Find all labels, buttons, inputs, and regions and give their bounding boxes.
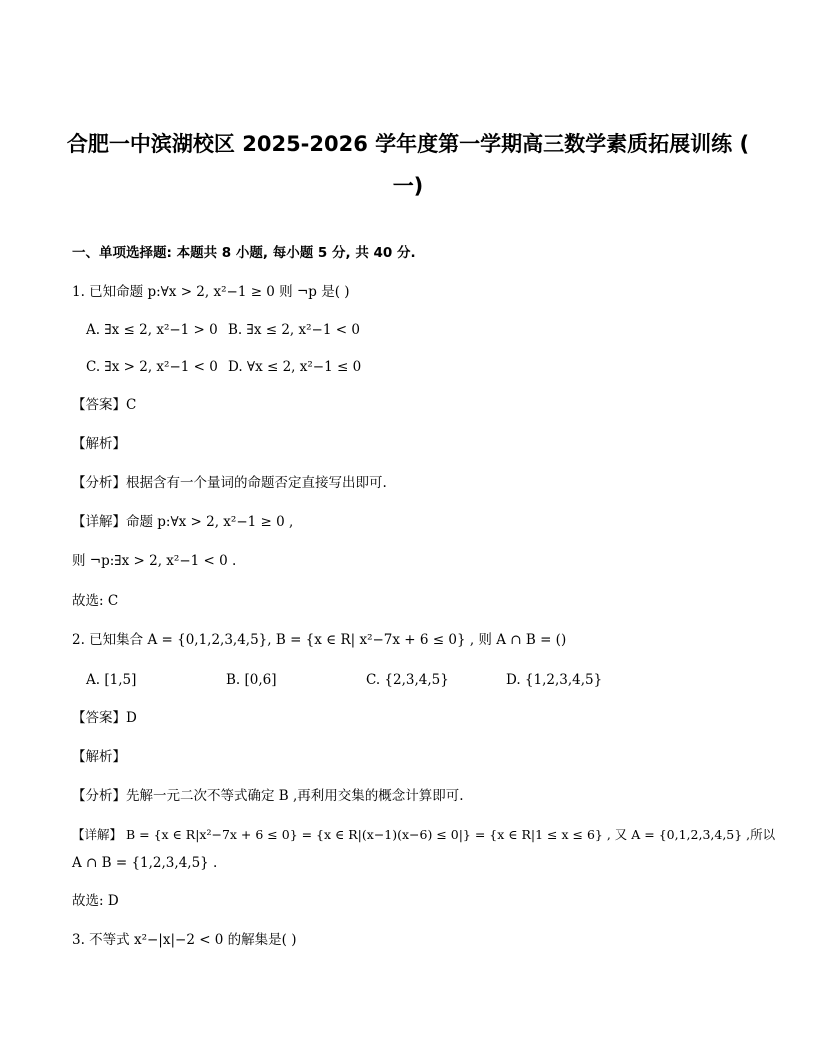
section-heading: 一、单项选择题: 本题共 8 小题, 每小题 5 分, 共 40 分.: [72, 245, 416, 261]
q2-option-d: D. {1,2,3,4,5}: [506, 672, 603, 688]
q1-jiexi: 【解析】: [72, 436, 126, 452]
q2-option-a: A. [1,5]: [86, 672, 137, 688]
q2-option-c: C. {2,3,4,5}: [366, 672, 449, 688]
q1-option-b: B. ∃x ≤ 2, x²−1 < 0: [228, 322, 360, 338]
q2-jiexi: 【解析】: [72, 749, 126, 765]
q2-stem: 2. 已知集合 A = {0,1,2,3,4,5}, B = {x ∈ R| x²−7x + 6 ≤ 0} , 则 A ∩ B = (): [72, 632, 567, 648]
q1-analysis: 【分析】根据含有一个量词的命题否定直接写出即可.: [72, 475, 387, 491]
q1-choose: 故选: C: [72, 593, 119, 609]
doc-title-line2: 一): [392, 174, 424, 198]
q2-detail2: A ∩ B = {1,2,3,4,5} .: [72, 855, 218, 871]
q1-option-d: D. ∀x ≤ 2, x²−1 ≤ 0: [228, 359, 362, 375]
q2-choose: 故选: D: [72, 893, 119, 909]
q1-stem: 1. 已知命题 p:∀x > 2, x²−1 ≥ 0 则 ¬p 是( ): [72, 284, 350, 300]
q2-answer: 【答案】D: [72, 710, 137, 726]
doc-title-line1: 合肥一中滨湖校区 2025-2026 学年度第一学期高三数学素质拓展训练 (: [66, 132, 750, 156]
q2-option-b: B. [0,6]: [226, 672, 277, 688]
q2-analysis: 【分析】先解一元二次不等式确定 B ,再利用交集的概念计算即可.: [72, 788, 464, 804]
q1-detail2: 则 ¬p:∃x > 2, x²−1 < 0 .: [72, 553, 237, 569]
q1-detail: 【详解】命题 p:∀x > 2, x²−1 ≥ 0 ,: [72, 514, 294, 530]
q3-stem: 3. 不等式 x²−|x|−2 < 0 的解集是( ): [72, 932, 297, 948]
q2-detail: 【详解】 B = {x ∈ R|x²−7x + 6 ≤ 0} = {x ∈ R|(x−1)(x−6) ≤ 0|} = {x ∈ R|1 ≤ x ≤ 6} , 又 A = {0,1,2,3,4,5} ,所以: [72, 827, 776, 842]
q1-option-a: A. ∃x ≤ 2, x²−1 > 0: [86, 322, 218, 338]
q1-answer: 【答案】C: [72, 397, 137, 413]
q1-option-c: C. ∃x > 2, x²−1 < 0: [86, 359, 218, 375]
